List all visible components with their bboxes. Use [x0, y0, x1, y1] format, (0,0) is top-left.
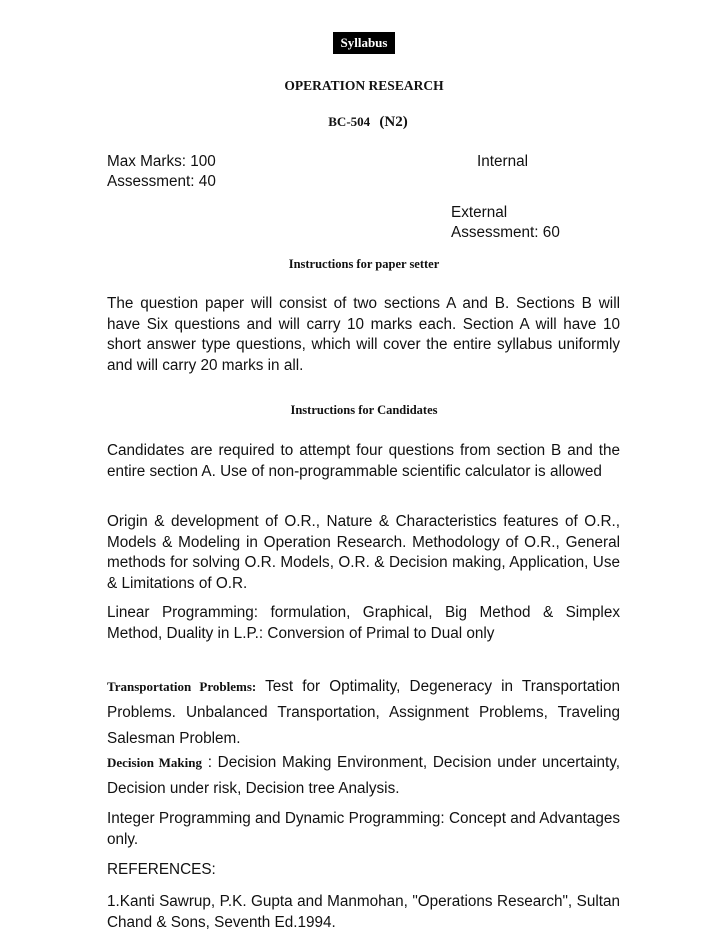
course-code-text: BC-504 [328, 114, 371, 129]
unit-linear-programming: Linear Programming: formulation, Graphical, Big Method & Simplex Method, Duality in L.P.: Conversion of Primal to Dual only [107, 604, 620, 642]
transportation-text: Test for Optimality, Degeneracy in Transportation Problems. Unbalanced Transportation, Assignment Problems, Traveling Salesman Problem. [107, 678, 620, 747]
course-title: OPERATION RESEARCH [284, 78, 444, 93]
transportation-label: Transportation Problems: [107, 679, 257, 694]
setter-instructions: The question paper will consist of two sections A and B. Sections B will have Six questions and will carry 10 marks each. Section A will have 10 short answer type questions, which will cover the entire syllabus uniformly and will carry 20 marks in all. [107, 295, 620, 374]
external-assessment: Assessment: 60 [451, 224, 560, 241]
external-label: External [451, 204, 508, 221]
internal-assessment: Assessment: 40 [107, 173, 216, 190]
course-code [4, 114, 728, 131]
decision-making-label: Decision Making [107, 755, 202, 770]
unit-transportation [107, 674, 620, 752]
candidates-heading: Instructions for Candidates [290, 403, 438, 417]
reference-item-1: 1.Kanti Sawrup, P.K. Gupta and Manmohan, "Operations Research", Sultan Chand & Sons, Seventh Ed.1994. [107, 893, 620, 931]
unit-integer-programming: Integer Programming and Dynamic Programming: Concept and Advantages only. [107, 810, 620, 848]
candidates-instructions: Candidates are required to attempt four questions from section B and the entire section A. Use of non-programmable scientific calculator is allowed [107, 442, 620, 480]
setter-heading: Instructions for paper setter [288, 257, 440, 271]
unit-decision-making [107, 750, 620, 802]
decision-making-text: : Decision Making Environment, Decision under uncertainty, Decision under risk, Decision tree Analysis. [107, 754, 620, 797]
max-marks: Max Marks: 100 [107, 153, 216, 170]
references-heading: REFERENCES: [107, 861, 216, 878]
internal-label: Internal [477, 153, 529, 170]
unit-origin: Origin & development of O.R., Nature & Characteristics features of O.R., Models & Modeling in Operation Research. Methodology of O.R., General methods for solving O.R. Models, O.R. & Decision making, Application, Use & Limitations of O.R. [107, 513, 620, 592]
course-code-suffix: (N2) [379, 114, 408, 130]
syllabus-banner: Syllabus [333, 32, 395, 54]
